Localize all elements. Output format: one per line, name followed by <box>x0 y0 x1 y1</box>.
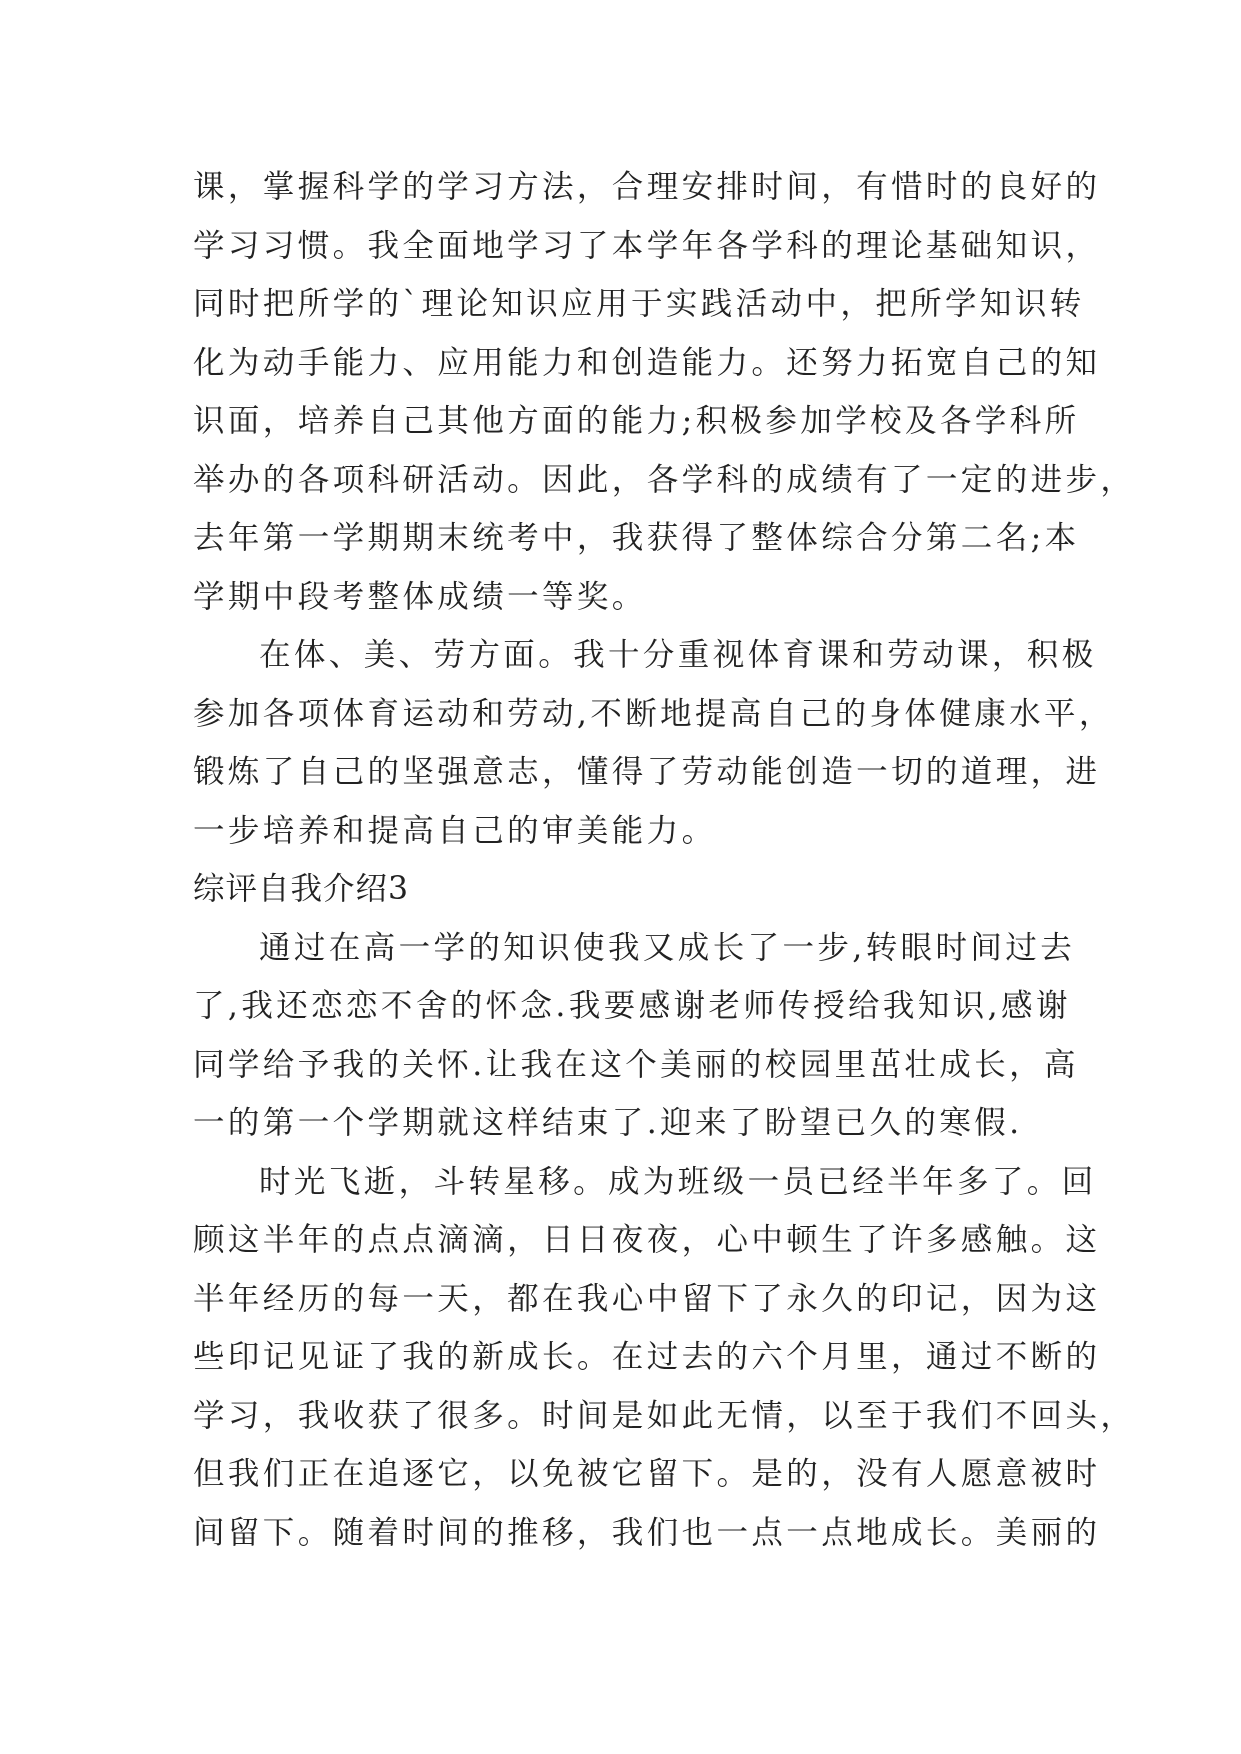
text-line: 一步培养和提高自己的审美能力。 <box>193 812 717 849</box>
paragraph-study <box>193 158 1136 626</box>
text-line: 些印记见证了我的新成长。在过去的六个月里，通过不断的 <box>193 1339 1101 1375</box>
text-line: 一的第一个学期就这样结束了.迎来了盼望已久的寒假. <box>193 1105 1023 1141</box>
text-line: 顾这半年的点点滴滴，日日夜夜，心中顿生了许多感触。这 <box>193 1222 1101 1258</box>
text-line: 通过在高一学的知识使我又成长了一步,转眼时间过去 <box>259 929 1076 966</box>
text-line: 时光飞逝，斗转星移。成为班级一员已经半年多了。回 <box>259 1163 1097 1200</box>
section-heading: 综评自我介绍3 <box>193 871 410 907</box>
text-line: 课，掌握科学的学习方法，合理安排时间，有惜时的良好的 <box>193 169 1101 205</box>
document-body <box>193 158 1136 1562</box>
paragraph-time-flies <box>193 1153 1136 1563</box>
text-line: 间留下。随着时间的推移，我们也一点一点地成长。美丽的 <box>193 1514 1101 1551</box>
text-line: 但我们正在追逐它，以免被它留下。是的，没有人愿意被时 <box>193 1456 1101 1492</box>
text-line: 举办的各项科研活动。因此，各学科的成绩有了一定的进步， <box>193 461 1136 498</box>
text-line: 了,我还恋恋不舍的怀念.我要感谢老师传授给我知识,感谢 <box>193 988 1071 1024</box>
paragraph-sports-arts-labor <box>193 626 1114 860</box>
text-line: 识面，培养自己其他方面的能力;积极参加学校及各学科所 <box>193 403 1080 439</box>
text-line: 半年经历的每一天，都在我心中留下了永久的印记，因为这 <box>193 1280 1101 1317</box>
paragraph-first-semester <box>193 919 1079 1153</box>
text-line: 去年第一学期期末统考中，我获得了整体综合分第二名;本 <box>193 520 1080 556</box>
text-line: 同时把所学的`理论知识应用于实践活动中，把所学知识转 <box>193 286 1085 322</box>
text-line: 在体、美、劳方面。我十分重视体育课和劳动课，积极 <box>259 637 1097 673</box>
text-line: 学期中段考整体成绩一等奖。 <box>193 578 647 615</box>
text-line: 同学给予我的关怀.让我在这个美丽的校园里茁壮成长，高 <box>193 1046 1079 1083</box>
text-line: 化为动手能力、应用能力和创造能力。还努力拓宽自己的知 <box>193 344 1101 381</box>
text-line: 学习，我收获了很多。时间是如此无情，以至于我们不回头， <box>193 1397 1136 1434</box>
text-line: 参加各项体育运动和劳动,不断地提高自己的身体健康水平， <box>193 695 1114 732</box>
text-line: 学习习惯。我全面地学习了本学年各学科的理论基础知识， <box>193 227 1101 264</box>
text-line: 锻炼了自己的坚强意志，懂得了劳动能创造一切的道理，进 <box>193 754 1101 790</box>
